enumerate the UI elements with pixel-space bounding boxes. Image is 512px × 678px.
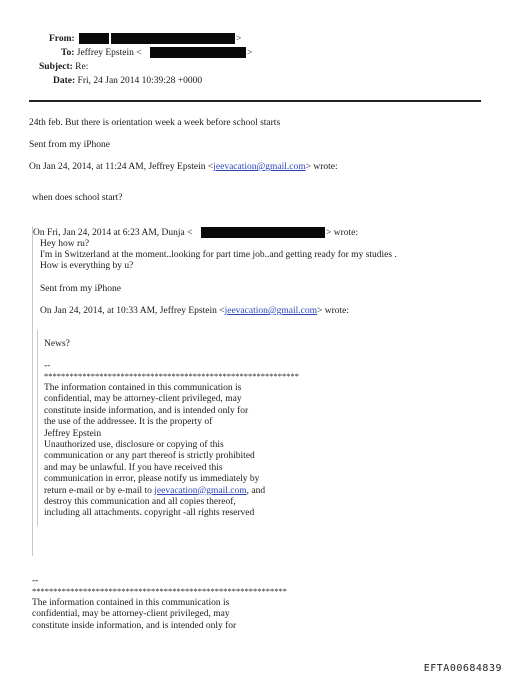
- quote-1-text: when does school start?: [32, 193, 123, 203]
- disclaimer-email-prefix: return e-mail or by e-mail to: [44, 485, 155, 496]
- from-end: >: [236, 34, 242, 44]
- disclaimer-1-line: constitute inside information, and is intended only for: [44, 405, 249, 416]
- email-link-3[interactable]: jeevacation@gmail.com: [154, 485, 247, 496]
- disclaimer-1-line: communication in error, please notify us immediately by: [44, 474, 260, 485]
- email-link-1[interactable]: jeevacation@gmail.com: [213, 162, 306, 172]
- stars-divider-2: ************************************************************: [32, 586, 287, 596]
- subject-value: Re:: [75, 62, 89, 72]
- quote-header-3-prefix: On Jan 24, 2014, at 10:33 AM, Jeffrey Epstein <: [40, 306, 225, 316]
- disclaimer-email-suffix: , and: [246, 485, 266, 496]
- header-divider: [29, 100, 481, 102]
- disclaimer-1-line: communication or any part thereof is strictly prohibited: [44, 451, 255, 462]
- quote-bar-3: [37, 330, 38, 526]
- disclaimer-2: [32, 598, 236, 632]
- quote-header-1-prefix: On Jan 24, 2014, at 11:24 AM, Jeffrey Epstein <: [29, 162, 214, 172]
- disclaimer-1-line: Jeffrey Epstein: [44, 428, 102, 439]
- signature-dash: --: [44, 361, 51, 371]
- date-line: [53, 76, 202, 86]
- disclaimer-1-line: confidential, may be attorney-client privileged, may: [44, 394, 242, 405]
- quote-header-3-suffix: > wrote:: [316, 306, 349, 316]
- quote-2-line-3: How is everything by u?: [40, 261, 134, 271]
- quote-3-text: News?: [44, 339, 70, 349]
- disclaimer-2-line: The information contained in this communication is: [32, 598, 230, 608]
- signature-1: Sent from my iPhone: [29, 140, 111, 150]
- disclaimer-1-line: Unauthorized use, disclosure or copying of this: [44, 440, 224, 451]
- to-line: [61, 48, 142, 58]
- reply-text: 24th feb. But there is orientation week a week before school starts: [29, 118, 281, 128]
- redacted-from-name: [79, 33, 109, 44]
- quote-header-2-suffix: > wrote:: [326, 228, 359, 238]
- email-link-2[interactable]: jeevacation@gmail.com: [224, 306, 317, 316]
- disclaimer-1-line: and may be unlawful. If you have received this: [44, 462, 223, 473]
- date-value: Fri, 24 Jan 2014 10:39:28 +0000: [77, 76, 203, 86]
- quote-header-2: On Fri, Jan 24, 2014 at 6:23 AM, Dunja <: [33, 228, 193, 238]
- redacted-to-email: [150, 47, 246, 58]
- disclaimer-1-line-email: [44, 486, 265, 497]
- disclaimer-1-line: The information contained in this communication is: [44, 383, 242, 393]
- document-id: EFTA00684839: [423, 663, 502, 674]
- to-end: >: [247, 48, 253, 58]
- disclaimer-1-line: including all attachments. copyright -all rights reserved: [44, 508, 255, 519]
- disclaimer-2-line: constitute inside information, and is intended only for: [32, 620, 237, 631]
- subject-label: Subject:: [39, 62, 73, 72]
- to-label: To:: [61, 48, 75, 58]
- quote-2-line-1: Hey how ru?: [40, 239, 90, 249]
- quote-header-3: [40, 306, 349, 316]
- from-label: From:: [49, 34, 75, 44]
- signature-dash-2: --: [32, 576, 39, 586]
- to-name: Jeffrey Epstein <: [76, 48, 142, 58]
- disclaimer-1: [44, 383, 265, 520]
- disclaimer-2-line: confidential, may be attorney-client privileged, may: [32, 609, 230, 620]
- quote-bar-2: [32, 226, 33, 556]
- redacted-from-email: [111, 33, 235, 44]
- date-label: Date:: [53, 76, 76, 86]
- redacted-dunja-email: [201, 227, 325, 238]
- quote-header-1-suffix: > wrote:: [305, 162, 338, 172]
- disclaimer-1-line: the use of the addressee. It is the property of: [44, 417, 213, 428]
- subject-line: [39, 62, 88, 72]
- stars-divider: ************************************************************: [44, 371, 299, 381]
- quote-2-line-2: I'm in Switzerland at the moment..looking for part time job..and getting ready for my studies .: [40, 250, 397, 260]
- quote-header-1: [29, 162, 338, 172]
- disclaimer-1-line: destroy this communication and all copies thereof,: [44, 497, 236, 508]
- signature-2: Sent from my iPhone: [40, 284, 122, 294]
